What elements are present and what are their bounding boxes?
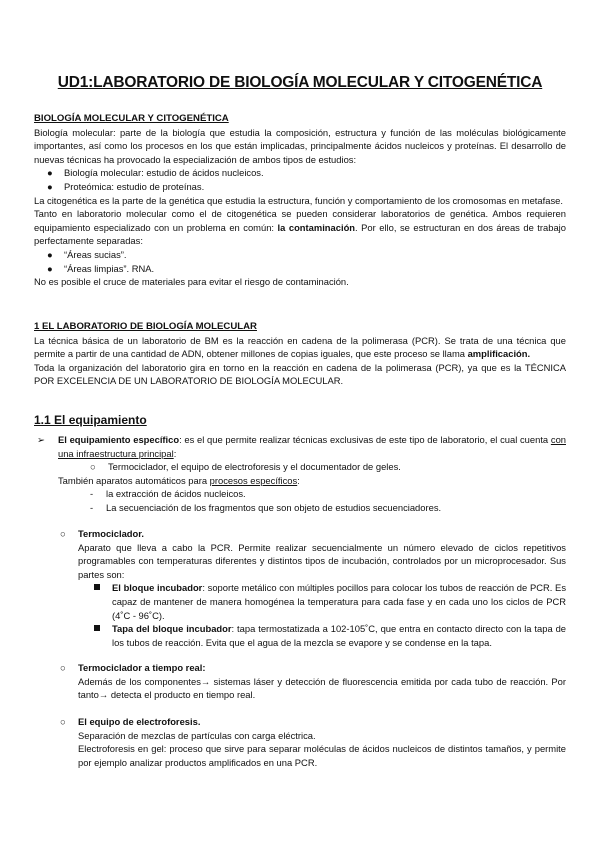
item-text: Termociclador, el equipo de electroforesis y el documentador de geles. [108, 461, 401, 473]
bullet-text: “Áreas sucias”. [64, 248, 127, 260]
bullet-icon: ● [47, 167, 53, 179]
text: También aparatos automáticos para [58, 474, 210, 486]
underlined-text: con una infraestructura principal [58, 434, 566, 459]
paragraph: Aparato que lleva a cabo la PCR. Permite realizar secuencialmente un número elevado de ciclos repetitivos programables con temperaturas diferentes y distintos tipos de incubación, controlados por un microprocesador. Sus partes son: [78, 541, 566, 580]
underlined-text: procesos específicos [209, 474, 298, 486]
emphasis: El bloque incubador [112, 582, 203, 594]
paragraph [34, 334, 566, 361]
section-laboratorio [34, 320, 566, 388]
bullet-item [34, 262, 566, 276]
dash-item [34, 501, 566, 515]
text: La técnica básica de un laboratorio de BM es la reacción en cadena de la polimerasa (PCR). Se trata de una técnica que permite a partir de una cantidad de ADN, obtener millones de copias iguales, que este proceso se llama [34, 334, 566, 360]
circle-bullet-icon: ○ [60, 716, 66, 727]
text: Tanto en laboratorio molecular como el de citogenética se pueden considerar laboratorios de genética. Ambos requieren equipamiento especializado con un problema en común: [34, 208, 566, 233]
circle-bullet-icon: ○ [60, 528, 66, 539]
text: : [173, 447, 177, 459]
paragraph: No es posible el cruce de materiales para evitar el riesgo de contaminación. [34, 276, 349, 288]
emphasis: amplificación. [467, 348, 531, 360]
text: : tapa termostatizada a 102-105˚C, que entra en contacto directo con la tapa de los tubos de reacción. Evita que el agua de la mezcla se evapore y se condense en la tapa. [112, 623, 566, 648]
text: : [297, 474, 300, 486]
square-item [34, 622, 566, 649]
document-title: UD1:LABORATORIO DE BIOLOGÍA MOLECULAR Y CITOGENÉTICA [57, 74, 543, 91]
square-bullet-icon [94, 625, 100, 631]
bullet-text: Biología molecular: estudio de ácidos nucleicos. [64, 167, 264, 179]
section-equipamiento [34, 414, 566, 428]
item-title: El equipo de electroforesis. [78, 716, 201, 727]
electroforesis-block [34, 715, 566, 769]
subsection-heading: 1.1 El equipamiento [34, 413, 147, 427]
equipamiento-especifico [34, 433, 566, 515]
emphasis: El equipamiento específico [58, 434, 180, 445]
circle-item [34, 527, 566, 541]
item-text: la extracción de ácidos nucleicos. [106, 488, 246, 500]
dash-bullet-icon: - [90, 488, 94, 500]
circle-item [34, 661, 566, 675]
bullet-item [34, 166, 566, 180]
paragraph: Biología molecular: parte de la biología que estudia la composición, estructura y función de las moléculas biológicamente importantes, así como los procesos en los que están implicadas, principalmente ácidos nucleicos y proteínas. El desarrollo de nuevas técnicas ha provocado la especialización de ambos tipos de estudios: [34, 126, 566, 165]
termociclador-tiempo-real-block [34, 661, 566, 702]
emphasis: la contaminación [277, 221, 356, 233]
bullet-text: “Áreas limpias”. RNA. [64, 262, 155, 274]
section-heading: BIOLOGÍA MOLECULAR Y CITOGENÉTICA [34, 113, 229, 124]
text: : soporte metálico con múltiples pocillos para colocar los tubos de reacción de PCR. Es capaz de mantener de manera homogénea la temperatura para cada fase y en cada uno los ciclos de PCR (4˚C - 96˚C). [112, 582, 567, 621]
circle-item [34, 715, 566, 729]
square-item [34, 581, 566, 622]
paragraph: Toda la organización del laboratorio gira en torno en la reacción en cadena de la polimerasa (PCR), ya que es la TÉCNICA POR EXCELENCIA DE UN LABORATORIO DE BIOLOGÍA MOLECULAR. [34, 361, 566, 387]
bullet-text: Proteómica: estudio de proteínas. [64, 180, 205, 192]
arrow-item [34, 433, 566, 460]
circle-bullet-icon: ○ [90, 461, 96, 473]
paragraph [34, 474, 566, 488]
paragraph: Además de los componentes→ sistemas láser y detección de fluorescencia emitida por cada tubo de reacción. Por tanto→ detecta el producto en tiempo real. [78, 675, 566, 701]
item-title: Termociclador. [78, 528, 144, 539]
item-title: Termociclador a tiempo real: [78, 662, 206, 673]
emphasis: Tapa del bloque incubador [112, 623, 232, 635]
bullet-icon: ● [47, 262, 53, 274]
bullet-icon: ● [47, 248, 53, 260]
bullet-icon: ● [47, 180, 53, 192]
paragraph: La citogenética es la parte de la genética que estudia la estructura, función y comportamiento de los cromosomas en metafase. [34, 194, 563, 206]
paragraph: Separación de mezclas de partículas con carga eléctrica. [78, 729, 316, 741]
paragraph [34, 207, 566, 248]
circle-item [34, 460, 566, 474]
arrow-icon: ➢ [37, 434, 45, 445]
item-text: La secuenciación de los fragmentos que son objeto de estudios secuenciadores. [106, 501, 442, 513]
bullet-item [34, 248, 566, 262]
dash-bullet-icon: - [90, 501, 94, 513]
paragraph: Electroforesis en gel: proceso que sirve para separar moléculas de ácidos nucleicos de distintos tamaños, y permite por ejemplo analizar productos amplificados en una PCR. [78, 743, 566, 768]
section-heading: 1 EL LABORATORIO DE BIOLOGÍA MOLECULAR [34, 321, 257, 332]
dash-item [34, 487, 566, 501]
section-biologia-molecular [34, 112, 566, 289]
text: . Por ello, se estructuran en dos áreas de trabajo perfectamente separadas: [34, 221, 566, 247]
termociclador-block [34, 527, 566, 649]
circle-bullet-icon: ○ [60, 662, 66, 673]
square-bullet-icon [94, 584, 100, 590]
text: : es el que permite realizar técnicas exclusivas de este tipo de laboratorio, el cual cuenta [179, 434, 551, 445]
bullet-item [34, 180, 566, 194]
